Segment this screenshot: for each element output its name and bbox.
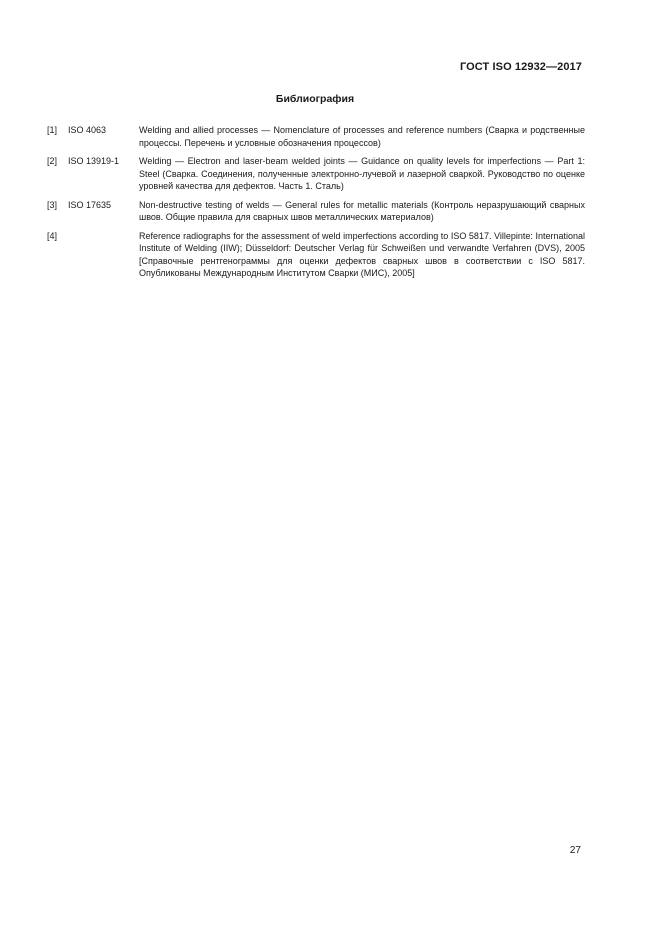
page-number: 27 xyxy=(569,845,581,856)
entry-standard: ISO 4063 xyxy=(68,125,107,135)
bibliography-entry xyxy=(47,199,585,224)
entry-standard: ISO 13919-1 xyxy=(68,156,120,166)
entry-number: [3] xyxy=(47,199,58,210)
entry-text: Reference radiographs for the assessment of weld imperfections according to ISO 5817. Villepinte: International Institute of Welding (IIW); Düsseldorf: Deutscher Verlag für Schweißen und verwandte Verfahren (DVS), 2005 [Справочные рентгенограммы для оценки дефектов сварных швов в соответствии с ISO 5817. Опубликованы Международным Институтом Сварки (МИС), 2005] xyxy=(139,230,585,278)
entry-text: Welding — Electron and laser-beam welded joints — Guidance on quality levels for imperfections — Part 1: Steel (Сварка. Соединения, полученные электронно-лучевой и лазерной сваркой. Руководство по оценке уровней качества для дефектов. Часть 1. Сталь) xyxy=(139,156,585,191)
entry-number: [4] xyxy=(47,230,58,241)
entry-standard: ISO 17635 xyxy=(68,199,112,210)
bibliography-entry xyxy=(47,230,585,280)
entry-text: Non-destructive testing of welds — General rules for metallic materials (Контроль неразрушающий сварных швов. Общие правила для сварных швов металлических материалов) xyxy=(139,199,585,222)
bibliography-entry xyxy=(47,124,585,149)
entry-number: [1] xyxy=(47,125,58,135)
entry-text: Welding and allied processes — Nomenclature of processes and reference numbers (Сварка и родственные процессы. Перечень и условные обозначения процессов) xyxy=(139,125,585,148)
bibliography-list xyxy=(47,124,585,286)
bibliography-title: Библиография xyxy=(275,93,355,105)
document-code: ГОСТ ISO 12932—2017 xyxy=(459,61,582,73)
bibliography-entry xyxy=(47,155,585,193)
entry-number: [2] xyxy=(47,156,58,166)
